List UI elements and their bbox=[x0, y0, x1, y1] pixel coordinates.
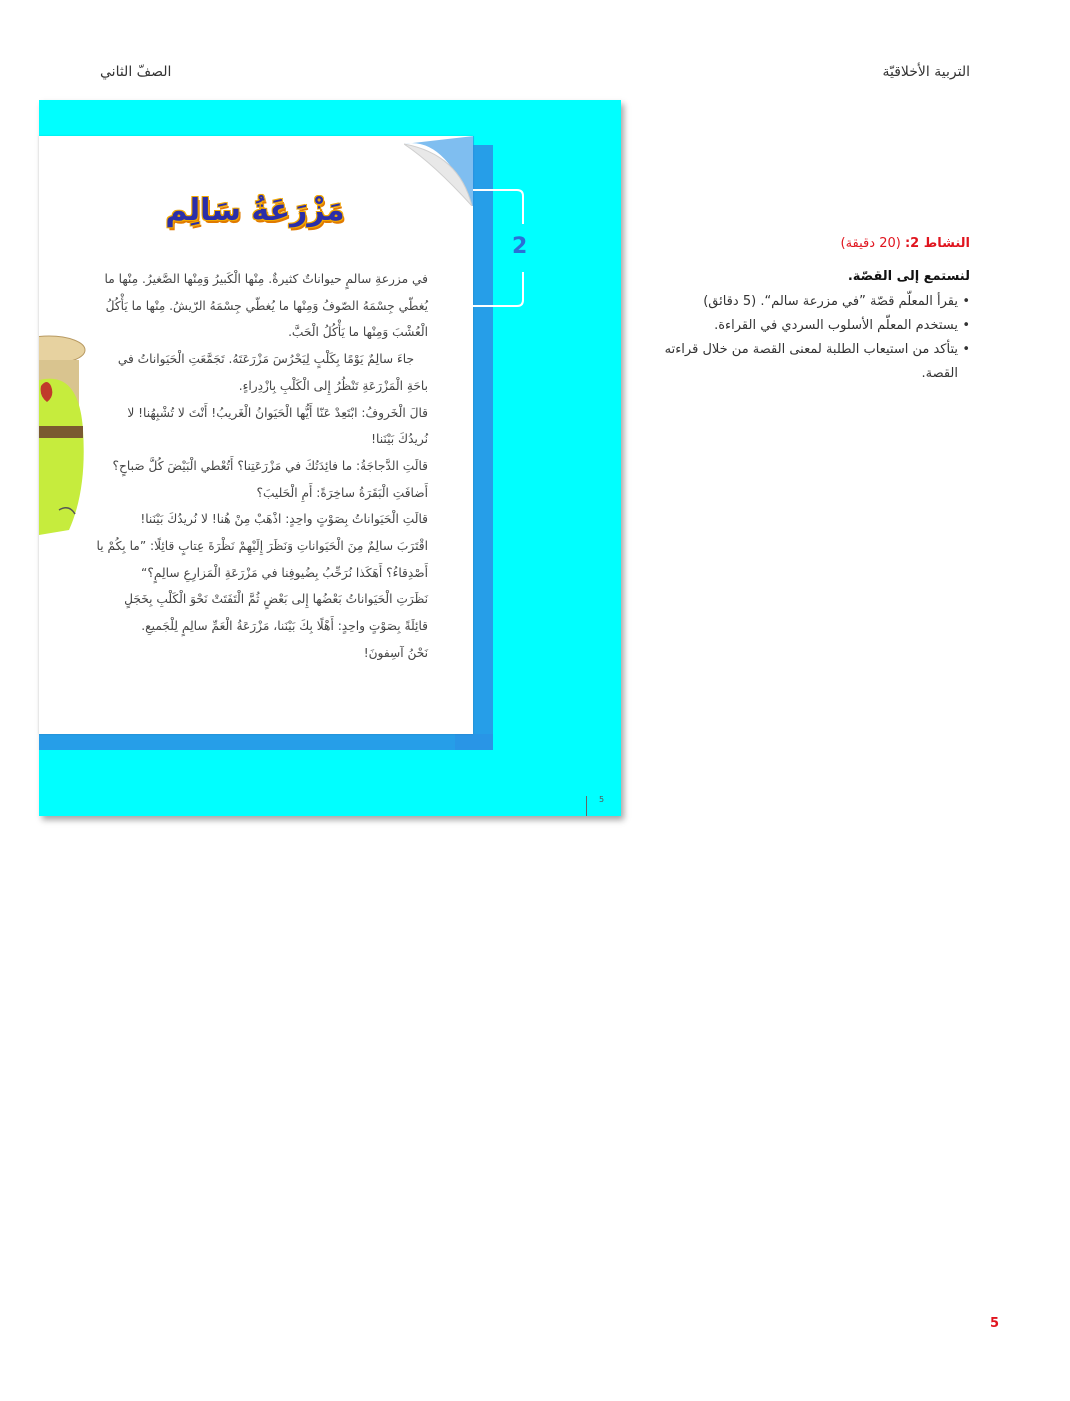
mini-page-number: 5 bbox=[599, 795, 605, 804]
chapter-number: 2 bbox=[512, 234, 528, 259]
page-curl-icon bbox=[404, 136, 474, 206]
story-title: مَزْرَعَةُ سَالِم bbox=[165, 193, 345, 228]
story-line: نُريدُكَ بَيْنَنا! bbox=[371, 432, 428, 447]
story-line: أَصْدِقاءُ؟ أَهَكَذا نُرَحِّبُ بِضُيوفِنا في مَزْرَعَةِ الْمَزارِعِ سالِمٍ؟“ bbox=[141, 565, 428, 580]
story-line: نَحْنُ آسِفونَ! bbox=[363, 645, 428, 660]
activity-title bbox=[660, 236, 970, 251]
list-item: • يقرأ المعلّم قصّة ”في مزرعة سالم“. (5 دقائق) bbox=[660, 290, 970, 314]
story-line: اقْتَرَبَ سالِمٌ مِنَ الْحَيَواناتِ وَنَظَرَ إِلَيْهِمْ نَظْرَةَ عِتابٍ قائِلًا: ”ما بِكُمْ يا bbox=[96, 539, 428, 554]
list-item: • يستخدم المعلّم الأسلوب السردي في القراءة. bbox=[660, 314, 970, 338]
story-line: يُغطّي جِسْمَهُ الصّوفُ وَمِنْها ما يُغطّي جِسْمَهُ الرّيشُ. مِنْها ما يَأْكُلُ bbox=[105, 298, 428, 313]
story-line: جاءَ سالِمٌ يَوْمًا بِكَلْبٍ لِيَحْرُسَ مَزْرَعَتَهُ. تَجَمَّعَتِ الْحَيَواناتُ في bbox=[117, 352, 414, 367]
story-text bbox=[90, 266, 428, 667]
story-line: قالَتِ الْحَيَواناتُ بِصَوْتٍ واحِدٍ: اذْهَبْ مِنْ هُنا! لا نُريدُكَ بَيْنَنا! bbox=[140, 512, 428, 527]
activity-list bbox=[660, 290, 970, 386]
subject-header: التربية الأخلاقيّة bbox=[882, 64, 970, 80]
story-line: الْعُشْبَ وَمِنْها ما يَأْكُلُ الْحَبَّ. bbox=[288, 325, 428, 340]
story-line: قالَتِ الدَّجاجَةُ: ما فائِدَتُكَ في مَزْرَعَتِنا؟ أَتُعْطي الْبَيْضَ كُلَّ صَباحٍ؟ bbox=[112, 458, 428, 473]
activity-duration: (20 دقيقة) bbox=[840, 236, 905, 251]
page-number: 5 bbox=[990, 1316, 1000, 1331]
activity-label: النشاط 2: bbox=[904, 236, 970, 251]
activity-subtitle: لنستمع إلى القصّة. bbox=[847, 269, 970, 284]
grade-header: الصفّ الثاني bbox=[100, 64, 172, 80]
story-line: باحَةِ الْمَزْرَعَةِ تَنْظُرُ إِلى الْكَلْبِ بِازْدِراءٍ. bbox=[238, 378, 428, 393]
activity-section bbox=[660, 236, 970, 386]
mini-page-divider bbox=[586, 796, 587, 816]
story-line: قائِلَةً بِصَوْتٍ واحِدٍ: أَهْلًا بِكَ بَيْنَنا، مَزْرَعَةُ الْعَمِّ سالِمٍ لِلْجَميعِ. bbox=[141, 619, 428, 634]
page-shadow-bottom bbox=[39, 734, 493, 750]
farm-illustration bbox=[39, 320, 87, 535]
story-line: نَظَرَتِ الْحَيَواناتُ بَعْضُها إِلى بَعْضٍ ثُمَّ الْتَفَتَتْ نَحْوَ الْكَلْبِ بِخَجَلٍ bbox=[124, 592, 428, 607]
story-line: أَضافَتِ الْبَقَرَةُ ساخِرَةً: أَمِ الْحَليبَ؟ bbox=[256, 485, 428, 500]
list-item: • يتأكد من استيعاب الطلبة لمعنى القصة من خلال قراءته القصة. bbox=[660, 338, 970, 386]
story-line: في مزرعةِ سالمٍ حيواناتٌ كثيرةٌ. مِنْها الْكَبيرُ وَمِنْها الصَّغيرُ. مِنْها ما bbox=[104, 272, 428, 286]
story-line: قالَ الْخَروفُ: ابْتَعِدْ عَنّا أَيُّها الْحَيَوانُ الْغَريبُ! أَنْتَ لا تُشْبِهُنا! لا bbox=[127, 405, 428, 420]
